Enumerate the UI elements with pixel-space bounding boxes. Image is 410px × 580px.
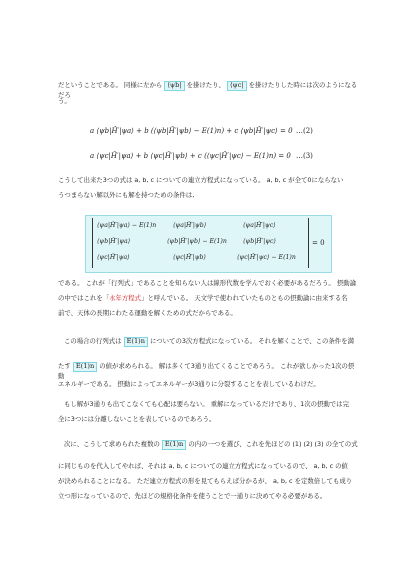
text-span: この場合の行列式は (64, 337, 122, 345)
text-span: である。 これが「行列式」であることを知らない人は線形代数を学んでおく必要があるだろう。 摂動論 (58, 279, 357, 287)
paragraph-secular (58, 294, 358, 302)
matrix-cell: ⟨ψb|Ĥ′|ψc⟩ (243, 238, 276, 245)
text-span: 全に3つには分離しないことを表しているのであろう。 (58, 415, 216, 423)
text-span: 次に、こうして求められた複数の (64, 440, 160, 448)
text-span: 前で、天体の長期にわたる運動を解くための式だからである。 (58, 309, 237, 317)
text-span: もし解が3通りも出てこなくても心配は要らない。 重解になっているだけであり、1次の摂動では完 (64, 400, 349, 408)
paragraph-intro-cont (58, 97, 358, 105)
matrix-cell: ⟨ψa|Ĥ′|ψa⟩ − E(1)n (97, 222, 157, 229)
text-span: を掛けたりした時には次のようになるだろ (58, 81, 358, 99)
paragraph-secular-cont (58, 309, 358, 317)
math-bra-psi-b: ⟨ψb| (164, 81, 184, 91)
math-energy-correction: E(1)n (162, 440, 186, 450)
text-span: を掛けたり、 (186, 81, 225, 89)
secular-equation-term: 永年方程式 (109, 294, 142, 302)
paragraph-degenerate-cont (58, 415, 358, 423)
paragraph-next-step-cont2 (58, 477, 358, 485)
text-span: たす (58, 362, 71, 370)
text-span: が決められることになる。 ただ連立方程式の形を見てもらえば分かるが、 a, b, c を定数倍しても成り (58, 477, 353, 485)
text-span: に同じものを代入してやれば、それは a, b, c についての連立方程式になっているので、 a, b, c の値 (58, 462, 348, 470)
determinant-matrix (92, 218, 309, 268)
equation-2-label: …(2) (296, 127, 313, 135)
paragraph-determinant (58, 279, 358, 287)
text-span: 」と呼んでいる。 天文学で使われていたものともの摂動論に由来する名 (141, 294, 348, 302)
equation-2: a ⟨ψb|Ĥ′|ψa⟩ + b (⟨ψb|Ĥ′|ψb⟩ − E(1)n) + c ⟨ψb|Ĥ′|ψc⟩ = 0 (90, 127, 293, 135)
text-span: の内の一つを選び、これを先ほどの (1) (2) (3) の全ての式 (188, 440, 358, 448)
matrix-cell: ⟨ψa|Ĥ′|ψb⟩ (173, 222, 207, 229)
math-energy-correction: E(1)n (73, 362, 97, 372)
matrix-cell: ⟨ψb|Ĥ′|ψa⟩ (97, 238, 131, 245)
paragraph-condition-cont (58, 191, 358, 199)
paragraph-next-step-cont3 (58, 492, 358, 500)
math-bra-psi-c: ⟨ψc| (227, 81, 247, 91)
matrix-cell: ⟨ψb|Ĥ′|ψb⟩ − E(1)n (167, 238, 227, 245)
text-span: う。 (58, 97, 71, 105)
paragraph-condition (58, 176, 358, 184)
text-span: の値が求められる。 解は多くて3通り出てくることであろう。 これが欲しかった1次の摂動 (58, 362, 355, 380)
equation-3: a ⟨ψc|Ĥ′|ψa⟩ + b ⟨ψc|Ĥ′|ψb⟩ + c (⟨ψc|Ĥ′|ψc⟩ − E(1)n) = 0 (90, 152, 291, 160)
text-span: こうして出来た3つの式は a, b, c についての連立方程式になっている。 a, b, c が全て0にならない (58, 176, 344, 184)
paragraph-intro (58, 81, 358, 99)
text-span: うつまらない解以外にも解を持つための条件は, (58, 191, 195, 199)
text-span: の中ではこれを「 (58, 294, 110, 302)
equation-3-label: …(3) (296, 152, 313, 160)
paragraph-cubic-cont2 (58, 380, 358, 388)
matrix-cell: ⟨ψc|Ĥ′|ψa⟩ (97, 254, 130, 261)
matrix-cell: ⟨ψc|Ĥ′|ψc⟩ − E(1)n (237, 254, 296, 261)
matrix-cell: ⟨ψc|Ĥ′|ψb⟩ (173, 254, 206, 261)
paragraph-next-step (64, 440, 364, 450)
matrix-cell: ⟨ψa|Ĥ′|ψc⟩ (243, 222, 276, 229)
determinant-equals-zero: = 0 (312, 239, 325, 247)
text-span: 立つ形になっているので、先ほどの規格化条件を使うことで一通りに決めてやる必要がある。 (58, 492, 327, 500)
paragraph-cubic-cont (58, 362, 358, 380)
text-span: エネルギーである。 摂動によってエネルギーが3通りに分裂することを表しているわけだ。 (58, 380, 320, 388)
text-span: だということである。 同様に左から (58, 81, 163, 89)
paragraph-cubic (64, 337, 364, 347)
math-energy-correction: E(1)n (124, 337, 148, 347)
text-span: についての3次方程式になっている。 それを解くことで、この条件を満 (150, 337, 354, 345)
paragraph-next-step-cont (58, 462, 358, 470)
paragraph-degenerate (64, 400, 364, 408)
